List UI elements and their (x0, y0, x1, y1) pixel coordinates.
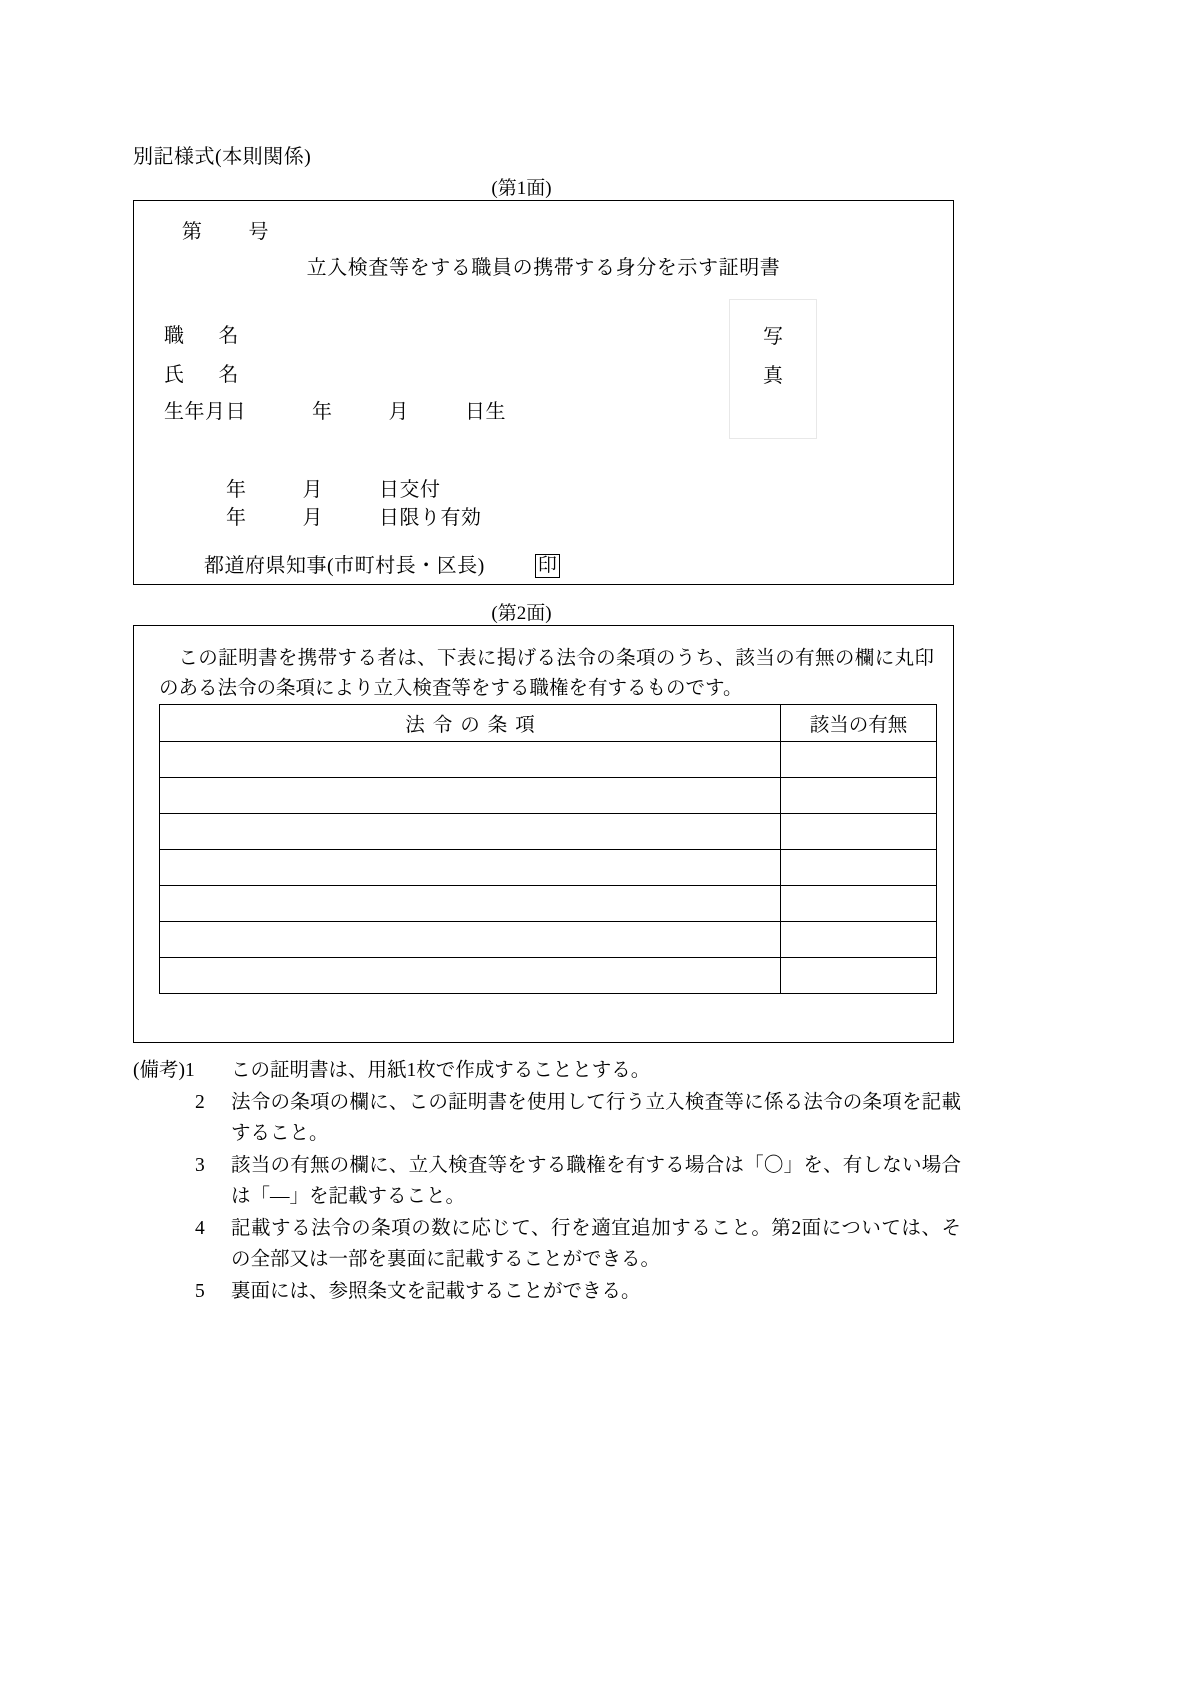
field-person-name-char-1: 氏 (164, 364, 185, 386)
field-job-title (164, 319, 239, 348)
remarks-section (133, 1055, 963, 1308)
cell-law-provision[interactable] (160, 958, 781, 994)
certificate-number-prefix: 第 (182, 221, 203, 243)
valid-date-year: 年 (226, 507, 247, 529)
cell-applicability[interactable] (781, 778, 937, 814)
certificate-title: 立入検査等をする職員の携帯する身分を示す証明書 (306, 257, 781, 279)
cell-applicability[interactable] (781, 850, 937, 886)
certificate-number-suffix: 号 (248, 221, 269, 243)
remark-number: 4 (195, 1217, 205, 1239)
table-row (160, 958, 937, 994)
cell-law-provision[interactable] (160, 742, 781, 778)
field-birth-date-label: 生年月日 (164, 401, 246, 423)
table-header-row (160, 705, 937, 742)
seal-stamp-icon: 印 (535, 554, 561, 578)
remark-text: この証明書は、用紙1枚で作成することとする。 (231, 1060, 651, 1081)
field-person-name-char-2: 名 (218, 364, 239, 386)
cell-law-provision[interactable] (160, 886, 781, 922)
remark-number: 3 (195, 1154, 205, 1176)
valid-date-line (226, 501, 482, 530)
valid-date-month: 月 (302, 507, 323, 529)
remark-text: 該当の有無の欄に、立入検査等をする職権を有する場合は「〇」を、有しない場合は「—」を記載すること。 (231, 1154, 961, 1208)
issue-date-line (226, 473, 441, 502)
signer-label: 都道府県知事(市町村長・区長) (204, 555, 485, 577)
signer-line (204, 549, 560, 578)
remark-text: 記載する法令の条項の数に応じて、行を適宜追加すること。第2面については、その全部又は一部を裏面に記載することができる。 (231, 1217, 961, 1271)
law-provisions-table (159, 704, 937, 994)
field-job-title-char-2: 名 (218, 325, 239, 347)
remark-item (133, 1055, 963, 1087)
face-2-label: (第2面) (491, 603, 552, 624)
table-row (160, 742, 937, 778)
face-1-box (133, 200, 954, 585)
column-header-law-provision: 法令の条項 (160, 705, 781, 742)
field-birth-year: 年 (312, 401, 333, 423)
photo-label-char-1: 写 (763, 326, 783, 348)
certificate-number-line (182, 215, 269, 244)
valid-date-day: 日限り有効 (379, 507, 482, 529)
table-body (160, 742, 937, 994)
remark-item (133, 1087, 963, 1150)
cell-applicability[interactable] (781, 886, 937, 922)
cell-law-provision[interactable] (160, 778, 781, 814)
issue-date-day: 日交付 (379, 479, 441, 501)
remark-number: 2 (195, 1091, 205, 1113)
cell-applicability[interactable] (781, 814, 937, 850)
photo-placeholder (729, 299, 817, 439)
cell-applicability[interactable] (781, 958, 937, 994)
column-header-applicability: 該当の有無 (781, 705, 937, 742)
field-birth-day: 日生 (465, 401, 506, 423)
table-row (160, 814, 937, 850)
table-row (160, 778, 937, 814)
issue-date-month: 月 (302, 479, 323, 501)
face-1-label: (第1面) (491, 178, 552, 199)
form-label: 別記様式(本則関係) (133, 146, 312, 168)
remark-item (133, 1276, 963, 1308)
table-row (160, 850, 937, 886)
photo-label-char-2: 真 (763, 365, 783, 387)
remark-text: 裏面には、参照条文を記載することができる。 (231, 1281, 641, 1303)
remark-text: 法令の条項の欄に、この証明書を使用して行う立入検査等に係る法令の条項を記載すること。 (231, 1091, 961, 1145)
table-row (160, 922, 937, 958)
cell-law-provision[interactable] (160, 922, 781, 958)
cell-law-provision[interactable] (160, 850, 781, 886)
remark-item (133, 1213, 963, 1276)
table-row (160, 886, 937, 922)
remark-number: (備考)1 (133, 1060, 195, 1081)
face-2-intro-text: この証明書を携帯する者は、下表に掲げる法令の条項のうち、該当の有無の欄に丸印のある法令の条項により立入検査等をする職権を有するものです。 (159, 648, 934, 700)
cell-applicability[interactable] (781, 742, 937, 778)
cell-law-provision[interactable] (160, 814, 781, 850)
issue-date-year: 年 (226, 479, 247, 501)
field-job-title-char-1: 職 (164, 325, 185, 347)
field-birth-month: 月 (388, 401, 409, 423)
face-2-box (133, 625, 954, 1043)
remark-number: 5 (195, 1281, 205, 1303)
remark-item (133, 1150, 963, 1213)
field-birth-date (164, 395, 506, 424)
field-person-name (164, 358, 239, 387)
cell-applicability[interactable] (781, 922, 937, 958)
face-2-intro-paragraph (159, 644, 934, 704)
